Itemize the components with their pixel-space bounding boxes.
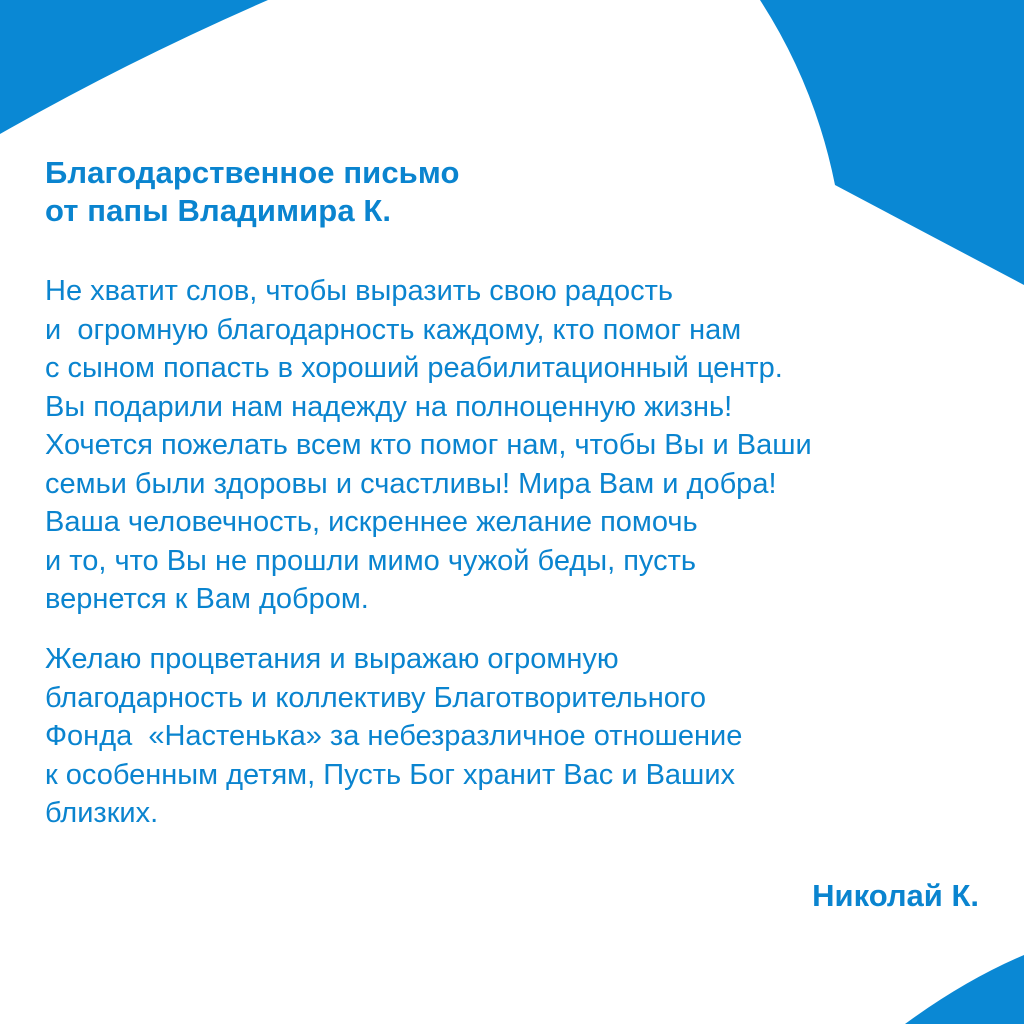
paragraph-line: семьи были здоровы и счастливы! Мира Вам и добра! (45, 467, 777, 500)
letter-paragraph-1 (45, 272, 812, 619)
paragraph-line: и огромную благодарность каждому, кто помог нам (45, 313, 742, 346)
top-left-blue-shape (0, 0, 268, 134)
letter-paragraph-2 (45, 640, 742, 833)
paragraph-line: близких. (45, 797, 159, 829)
top-right-blue-shape (760, 0, 1024, 285)
paragraph-line: с сыном попасть в хороший реабилитационный центр. (45, 352, 783, 384)
title-line: Благодарственное письмо (45, 155, 460, 190)
paragraph-line: вернется к Вам добром. (45, 583, 369, 615)
paragraph-line: Фонда «Настенька» за небезразличное отношение (45, 720, 743, 752)
letter-signature: Николай К. (812, 878, 979, 913)
paragraph-line: Вы подарили нам надежду на полноценную жизнь! (45, 390, 733, 423)
paragraph-line: Желаю процветания и выражаю огромную (45, 643, 619, 675)
paragraph-line: благодарность и коллективу Благотворительного (45, 681, 706, 714)
paragraph-line: Ваша человечность, искреннее желание помочь (45, 506, 698, 538)
paragraph-line: к особенным детям, Пусть Бог хранит Вас и Ваших (45, 758, 736, 791)
bottom-right-blue-shape (905, 955, 1024, 1024)
paragraph-line: Не хватит слов, чтобы выразить свою радость (45, 275, 673, 307)
paragraph-line: и то, что Вы не прошли мимо чужой беды, пусть (45, 544, 696, 577)
paragraph-line: Хочется пожелать всем кто помог нам, чтобы Вы и Ваши (45, 429, 812, 461)
title-line: от папы Владимира К. (45, 193, 392, 228)
letter-title (45, 154, 460, 230)
